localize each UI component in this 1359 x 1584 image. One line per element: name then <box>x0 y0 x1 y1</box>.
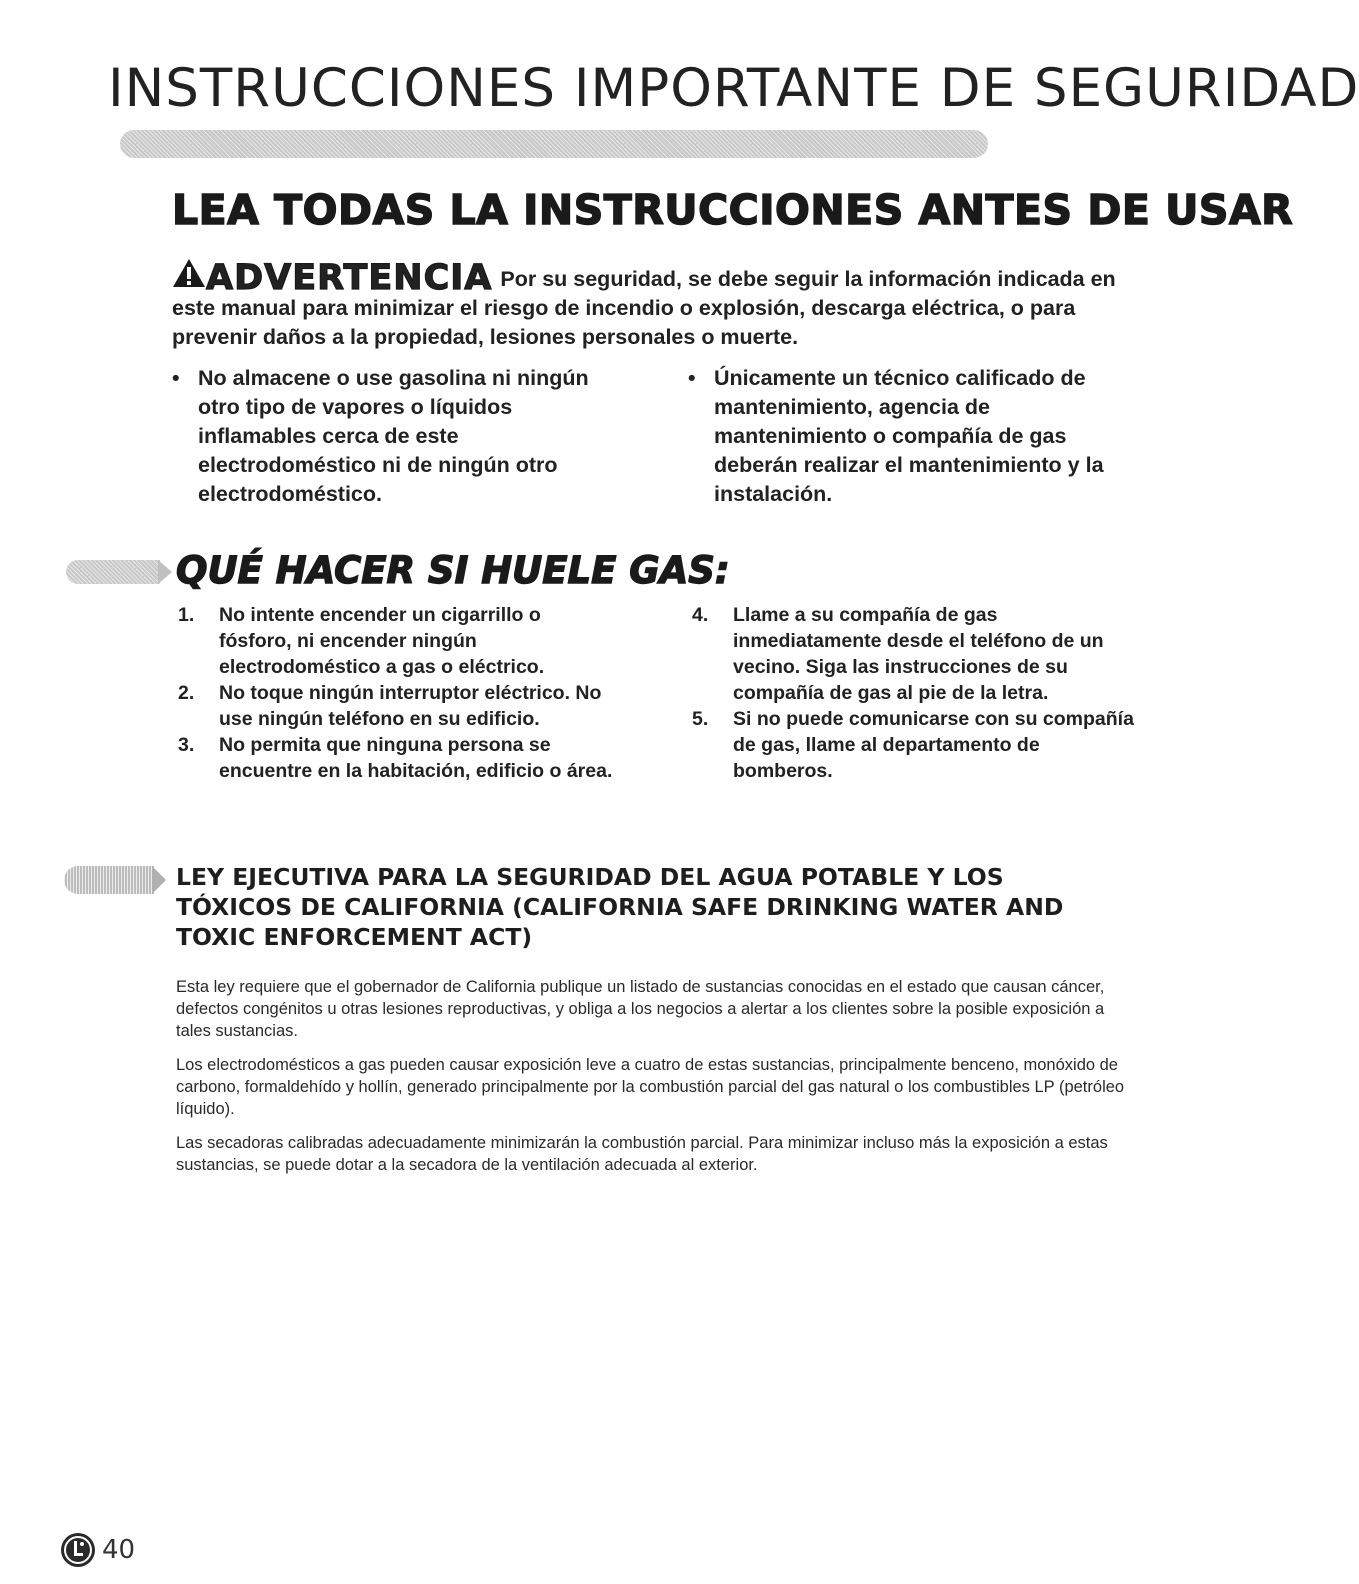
step-number: 5. <box>692 708 709 730</box>
step-number: 1. <box>178 604 195 626</box>
step-text: Si no puede comunicarse con su compañía de gas, llame al departamento de bomberos. <box>733 708 1134 782</box>
gas-step <box>178 732 618 784</box>
gas-step <box>178 602 618 680</box>
prop-paragraph: Las secadoras calibradas adecuadamente minimizarán la combustión parcial. Para minimizar incluso más la exposición a estas sustancias, se puede dotar a la secadora de la ventilación adecuada al exterior. <box>176 1134 1108 1174</box>
prop-paragraph: Los electrodomésticos a gas pueden causar exposición leve a cuatro de estas sustancias, principalmente benceno, monóxido de carbono, formaldehído y hollín, generado principalmente por la combustión parcial del gas natural o los combustibles LP (petróleo líquido). <box>176 1056 1125 1118</box>
step-number: 2. <box>178 682 195 704</box>
step-text: No intente encender un cigarrillo o fósforo, ni encender ningún electrodoméstico a gas o eléctrico. <box>219 604 545 678</box>
step-text: Llame a su compañía de gas inmediatamente desde el teléfono de un vecino. Siga las instrucciones de su compañía de gas al pie de la letra. <box>733 604 1104 704</box>
gas-section-heading: QUÉ HACER SI HUELE GAS: <box>176 549 730 592</box>
warning-bullet <box>688 364 1128 509</box>
warning-label: ADVERTENCIA <box>206 258 493 298</box>
warning-block <box>172 258 1132 352</box>
warning-bullet-text: No almacene o use gasolina ni ningún otro tipo de vapores o líquidos inflamables cerca de este electrodoméstico ni de ningún otro electrodoméstico. <box>198 366 589 506</box>
bullet-marker: • <box>172 366 180 390</box>
title-decorative-bar <box>120 130 988 158</box>
gas-step <box>692 706 1142 784</box>
step-number: 4. <box>692 604 709 626</box>
prop-paragraph: Esta ley requiere que el gobernador de California publique un listado de sustancias conocidas en el estado que causan cáncer, defectos congénitos u otras lesiones reproductivas, y obliga a los negocios a alertar a los clientes sobre la posible exposición a tales sustancias. <box>176 978 1105 1040</box>
gas-step <box>692 602 1142 706</box>
prop-section-bar <box>64 866 154 894</box>
page-number: 40 <box>102 1535 136 1565</box>
prop-section-arrow <box>152 866 166 894</box>
gas-section-arrow <box>158 560 172 584</box>
main-heading: LEA TODAS LA INSTRUCCIONES ANTES DE USAR <box>172 186 1294 234</box>
warning-bullet <box>172 364 592 509</box>
prop-section-heading: LEY EJECUTIVA PARA LA SEGURIDAD DEL AGUA POTABLE Y LOS TÓXICOS DE CALIFORNIA (CALIFORNIA SAFE DRINKING WATER AND TOXIC ENFORCEMENT ACT) <box>176 863 1064 951</box>
warning-triangle-icon <box>172 258 206 288</box>
step-text: No permita que ninguna persona se encuentre en la habitación, edificio o área. <box>219 734 613 782</box>
warning-bullet-text: Únicamente un técnico calificado de mantenimiento, agencia de mantenimiento o compañía de gas deberán realizar el mantenimiento y la instalación. <box>714 366 1104 506</box>
gas-step <box>178 680 618 732</box>
bullet-marker: • <box>688 366 696 390</box>
warning-text: Por su seguridad, se debe seguir la información indicada en este manual para minimizar el riesgo de incendio o explosión, descarga eléctrica, o para prevenir daños a la propiedad, lesiones personales o muerte. <box>172 267 1116 349</box>
gas-steps-left <box>178 602 618 784</box>
lg-logo-icon <box>60 1532 96 1568</box>
step-number: 3. <box>178 734 195 756</box>
step-text: No toque ningún interruptor eléctrico. No use ningún teléfono en su edificio. <box>219 682 602 730</box>
page-title: INSTRUCCIONES IMPORTANTE DE SEGURIDAD <box>108 58 1359 119</box>
gas-section-bar <box>66 560 160 584</box>
gas-steps-right <box>692 602 1142 784</box>
